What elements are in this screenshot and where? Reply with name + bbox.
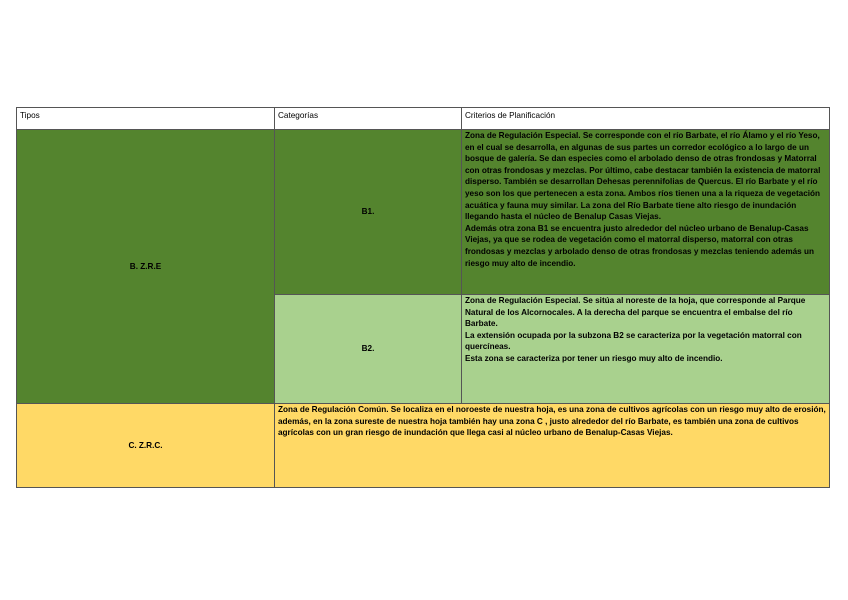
categoria-cell-b2: B2.	[275, 295, 462, 404]
criterio-cell-b1	[462, 130, 830, 295]
header-row	[17, 108, 830, 130]
table-row	[17, 130, 830, 295]
criterio-b2-extra: La extensión ocupada por la subzona B2 se caracteriza por la vegetación matorral con quercíneas.	[465, 330, 802, 352]
criterio-cell-b2	[462, 295, 830, 404]
criterio-cell-czrc	[275, 404, 830, 488]
criterio-b1-extra: Además otra zona B1 se encuentra justo alrededor del núcleo urbano de Benalup-Casas Viejas, ya que se rodea de vegetación como el matorral disperso, matorral con otras frondosas y mezclas y arbolado denso de otras frondosas y mezclas teniendo además un riesgo muy alto de incendio.	[465, 223, 814, 268]
criterio-b1-text: Zona de Regulación Especial. Se corresponde con el río Barbate, el río Álamo y el río Yeso, en el cual se desarrolla, en algunas de sus partes un corredor ecológico a lo largo de un bosque de galería. Se dan especies como el arbolado denso de otras frondosas y Matorral con otras frondosas y mezclas. Por último, cabe destacar también la existencia de matorral disperso. También se desarrollan Dehesas perennifolias de Quercus. El río Barbate y el río yeso son los que pertenecen a esta zona. Ambos ríos tienen una a la riqueza de vegetación acuática y fauna muy similar. La zona del Río Barbate tiene alto riesgo de inundación llegando hasta el núcleo de Benalup Casas Viejas.	[465, 131, 821, 222]
table-row	[17, 404, 830, 488]
tipo-cell-bzre: B. Z.R.E	[17, 130, 275, 404]
header-criterios: Criterios de Planificación	[462, 108, 830, 130]
criterio-b2-extra2: Esta zona se caracteriza por tener un riesgo muy alto de incendio.	[465, 353, 723, 363]
criterio-b2-text: Zona de Regulación Especial. Se sitúa al noreste de la hoja, que corresponde al Parque Natural de los Alcornocales. A la derecha del parque se encuentra el embalse del río Barbate.	[465, 296, 806, 329]
planning-criteria-table	[16, 107, 830, 488]
header-tipos: Tipos	[17, 108, 275, 130]
criterio-czrc-text: Zona de Regulación Común. Se localiza en el noroeste de nuestra hoja, es una zona de cultivos agrícolas con un riesgo muy alto de erosión, además, en la zona sureste de nuestra hoja también hay una zona C , justo alrededor del río Barbate, es también una zona de cultivos agrícolas con un gran riesgo de inundación que llega casi al núcleo urbano de Benalup-Casas Viejas.	[278, 405, 826, 438]
tipo-cell-czrc: C. Z.R.C.	[17, 404, 275, 488]
header-categorias: Categorías	[275, 108, 462, 130]
categoria-cell-b1: B1.	[275, 130, 462, 295]
